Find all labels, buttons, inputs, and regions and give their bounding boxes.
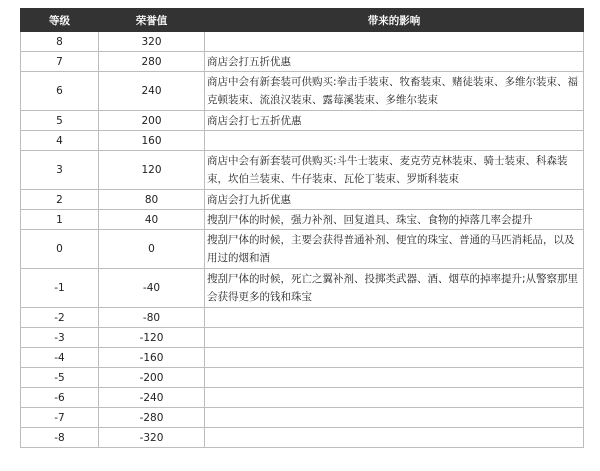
level-cell: 5 (21, 111, 99, 131)
honor-cell: 160 (99, 131, 205, 151)
header-level: 等级 (21, 9, 99, 32)
level-cell: 4 (21, 131, 99, 151)
header-honor: 荣誉值 (99, 9, 205, 32)
honor-cell: 280 (99, 52, 205, 72)
effect-cell: 搜刮尸体的时候，死亡之翼补剂、投掷类武器、酒、烟草的掉率提升;从警察那里会获得更多的钱和珠宝 (205, 269, 584, 308)
table-row (21, 408, 584, 428)
effect-cell: 商店中会有新套装可供购买:拳击手装束、牧畜装束、赌徒装束、多维尔装束、福克顿装束、流浪汉装束、露莓溪装束、多维尔装束 (205, 72, 584, 111)
effect-cell (205, 32, 584, 52)
table-row (21, 190, 584, 210)
honor-cell: -40 (99, 269, 205, 308)
honor-cell: 120 (99, 151, 205, 190)
table-row (21, 348, 584, 368)
honor-cell: 40 (99, 210, 205, 230)
table-row (21, 32, 584, 52)
honor-cell: 200 (99, 111, 205, 131)
honor-cell: -280 (99, 408, 205, 428)
honor-cell: -200 (99, 368, 205, 388)
level-cell: 3 (21, 151, 99, 190)
honor-cell: 0 (99, 230, 205, 269)
effect-cell (205, 348, 584, 368)
table-row (21, 210, 584, 230)
table-row (21, 230, 584, 269)
honor-cell: 240 (99, 72, 205, 111)
table-row (21, 52, 584, 72)
honor-cell: -240 (99, 388, 205, 408)
table-row (21, 428, 584, 448)
table-row (21, 151, 584, 190)
level-cell: -4 (21, 348, 99, 368)
level-cell: 2 (21, 190, 99, 210)
effect-cell (205, 408, 584, 428)
effect-cell (205, 131, 584, 151)
level-cell: 6 (21, 72, 99, 111)
honor-cell: -120 (99, 328, 205, 348)
level-cell: 0 (21, 230, 99, 269)
level-cell: -3 (21, 328, 99, 348)
level-cell: 7 (21, 52, 99, 72)
table-row (21, 308, 584, 328)
table-header-row (21, 9, 584, 32)
honor-level-table (20, 8, 584, 448)
honor-cell: -160 (99, 348, 205, 368)
level-cell: 1 (21, 210, 99, 230)
effect-cell (205, 428, 584, 448)
honor-cell: 320 (99, 32, 205, 52)
table-row (21, 368, 584, 388)
effect-cell: 商店会打九折优惠 (205, 190, 584, 210)
table-row (21, 388, 584, 408)
header-effect: 带来的影响 (205, 9, 584, 32)
level-cell: -1 (21, 269, 99, 308)
table-row (21, 328, 584, 348)
honor-cell: 80 (99, 190, 205, 210)
effect-cell (205, 308, 584, 328)
table-row (21, 72, 584, 111)
effect-cell: 商店会打五折优惠 (205, 52, 584, 72)
level-cell: 8 (21, 32, 99, 52)
effect-cell (205, 368, 584, 388)
effect-cell: 商店会打七五折优惠 (205, 111, 584, 131)
table-row (21, 269, 584, 308)
table-row (21, 111, 584, 131)
honor-cell: -80 (99, 308, 205, 328)
level-cell: -8 (21, 428, 99, 448)
honor-cell: -320 (99, 428, 205, 448)
effect-cell: 商店中会有新套装可供购买:斗牛士装束、麦克劳克林装束、骑士装束、科森装束，坎伯兰装束、牛仔装束、瓦伦丁装束、罗斯科装束 (205, 151, 584, 190)
effect-cell (205, 388, 584, 408)
level-cell: -7 (21, 408, 99, 428)
level-cell: -2 (21, 308, 99, 328)
level-cell: -6 (21, 388, 99, 408)
level-cell: -5 (21, 368, 99, 388)
effect-cell (205, 328, 584, 348)
table-row (21, 131, 584, 151)
effect-cell: 搜刮尸体的时候，强力补剂、回复道具、珠宝、食物的掉落几率会提升 (205, 210, 584, 230)
effect-cell: 搜刮尸体的时候，主要会获得普通补剂、便宜的珠宝、普通的马匹消耗品，以及用过的烟和酒 (205, 230, 584, 269)
